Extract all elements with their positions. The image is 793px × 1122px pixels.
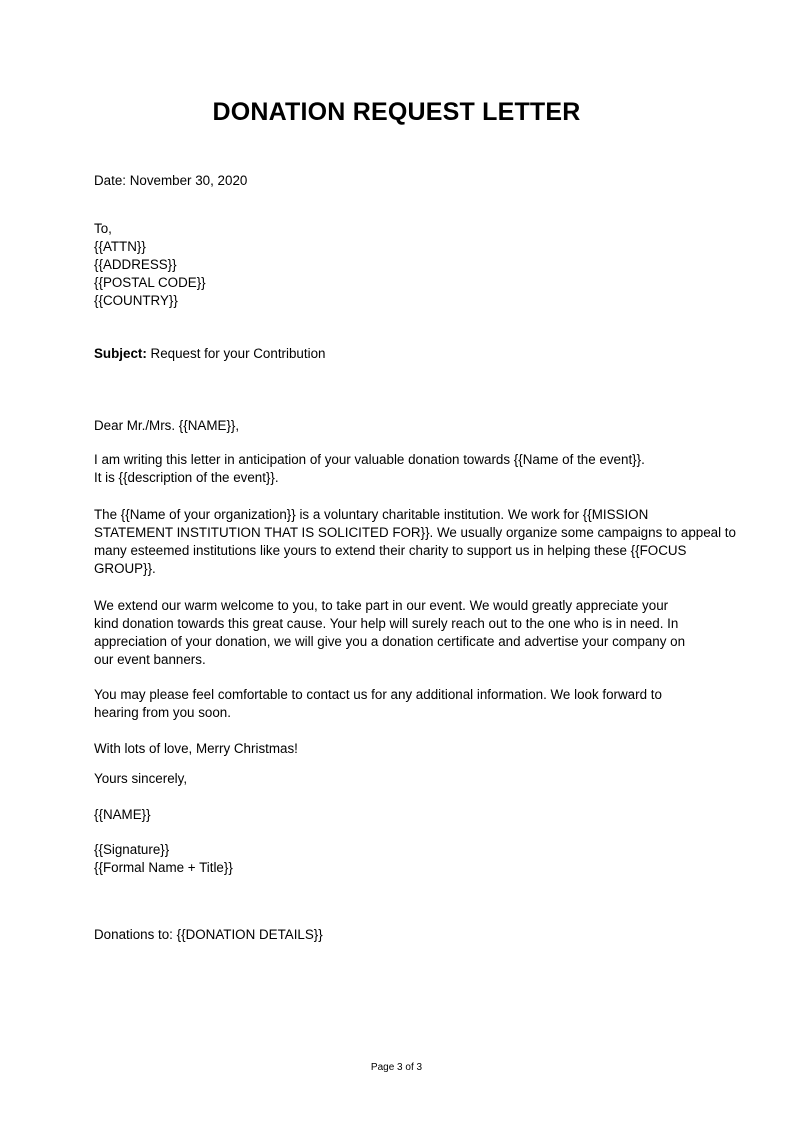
- subject-text: Request for your Contribution: [146, 346, 326, 361]
- paragraph-2-line-4: GROUP}}.: [94, 561, 156, 576]
- signature-block: [94, 841, 714, 877]
- address-country: {{COUNTRY}}: [94, 293, 178, 308]
- paragraph-2-line-3: many esteemed institutions like yours to extend their charity to support us in helping these {{FOCUS: [94, 543, 687, 558]
- paragraph-3-line-1: We extend our warm welcome to you, to take part in our event. We would greatly appreciate your: [94, 598, 669, 613]
- paragraph-1-line-1: I am writing this letter in anticipation of your valuable donation towards {{Name of the event}}.: [94, 452, 645, 467]
- recipient-address: [94, 220, 714, 310]
- paragraph-2-line-1: The {{Name of your organization}} is a voluntary charitable institution. We work for {{MISSION: [94, 507, 649, 522]
- paragraph-4: [94, 686, 714, 722]
- address-attn: {{ATTN}}: [94, 239, 146, 254]
- page-number: Page 3 of 3: [370, 1062, 423, 1073]
- paragraph-4-line-1: You may please feel comfortable to contact us for any additional information. We look forward to: [94, 687, 662, 702]
- date-line: [94, 172, 714, 190]
- signature-text: {{Signature}}: [94, 842, 170, 857]
- donations-line: [94, 926, 714, 944]
- subject-label: Subject:: [94, 346, 147, 361]
- subject-line: [94, 345, 714, 363]
- sender-name: [94, 806, 714, 824]
- paragraph-3-line-4: our event banners.: [94, 652, 206, 667]
- sender-name-text: {{NAME}}: [94, 807, 151, 822]
- paragraph-4-line-2: hearing from you soon.: [94, 705, 231, 720]
- greeting-text: Dear Mr./Mrs. {{NAME}},: [94, 418, 240, 433]
- paragraph-3-line-2: kind donation towards this great cause. Your help will surely reach out to the one who is in need. In: [94, 616, 679, 631]
- donations-text: Donations to: {{DONATION DETAILS}}: [94, 927, 323, 942]
- paragraph-1: [94, 451, 714, 487]
- closing-text: Yours sincerely,: [94, 771, 188, 786]
- address-to: To,: [94, 221, 112, 236]
- date-text: Date: November 30, 2020: [94, 173, 248, 188]
- page-footer: [0, 1061, 793, 1075]
- greeting: [94, 417, 714, 435]
- wishes-text: With lots of love, Merry Christmas!: [94, 741, 298, 756]
- paragraph-2-line-2: STATEMENT INSTITUTION THAT IS SOLICITED FOR}}. We usually organize some campaigns to appeal to: [94, 525, 736, 540]
- closing: [94, 770, 714, 788]
- paragraph-2: [94, 506, 736, 578]
- address-postal-code: {{POSTAL CODE}}: [94, 275, 206, 290]
- paragraph-1-line-2: It is {{description of the event}}.: [94, 470, 279, 485]
- document-title: DONATION REQUEST LETTER: [212, 98, 581, 126]
- wishes: [94, 740, 714, 758]
- formal-name-text: {{Formal Name + Title}}: [94, 860, 233, 875]
- paragraph-3-line-3: appreciation of your donation, we will give you a donation certificate and advertise your company on: [94, 634, 686, 649]
- paragraph-3: [94, 597, 714, 669]
- address-street: {{ADDRESS}}: [94, 257, 177, 272]
